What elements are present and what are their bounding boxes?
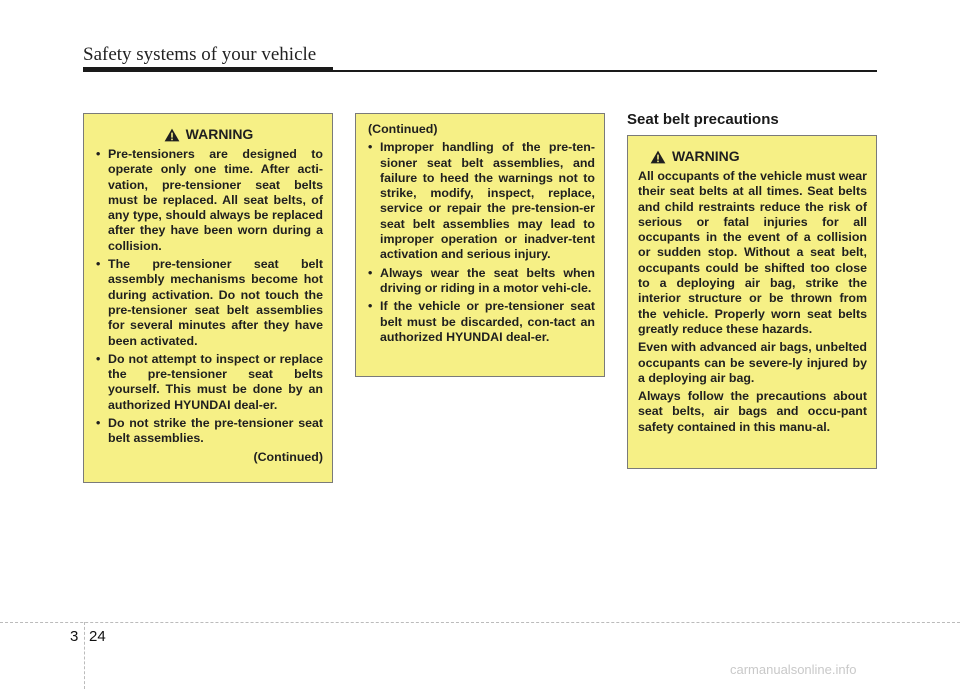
page-header-title: Safety systems of your vehicle bbox=[83, 44, 317, 65]
warning-list bbox=[94, 147, 323, 447]
footer-divider bbox=[0, 622, 960, 623]
warning-box-seat-belt bbox=[627, 135, 877, 469]
watermark: carmanualsonline.info bbox=[730, 662, 857, 677]
chapter-number: 3 bbox=[70, 628, 79, 645]
warning-triangle-icon bbox=[650, 150, 666, 164]
warning-paragraph: All occupants of the vehicle must wear their seat belts at all times. Seat belts and child restraints reduce the risk of serious or fatal injuries for all occupants in the event of a collision or sudden stop. Without a seat belt, occupants could be shifted too close to a deploying air bag, strike the interior structure or be thrown from the vehicle. Properly worn seat belts greatly reduce these hazards. bbox=[638, 169, 867, 336]
continued-label: (Continued) bbox=[253, 449, 323, 464]
list-item: • If the vehicle or pre-tensioner seat belt must be discarded, con-tact an authorized HYUNDAI deal-er. bbox=[368, 299, 595, 344]
warning-paragraph: Always follow the precautions about seat belts, air bags and occu-pant safety contained in this manu-al. bbox=[638, 389, 867, 434]
section-heading: Seat belt precautions bbox=[627, 111, 779, 128]
page-number: 24 bbox=[89, 628, 106, 645]
list-item: • Do not strike the pre-tensioner seat belt assemblies. bbox=[96, 416, 323, 446]
warning-paragraph: Even with advanced air bags, unbelted occupants can be severe-ly injured by a deploying air bag. bbox=[638, 340, 867, 385]
warning-box-continued bbox=[355, 113, 605, 377]
continued-label: (Continued) bbox=[368, 122, 438, 136]
warning-heading bbox=[94, 126, 323, 143]
header-rule-thin bbox=[333, 70, 877, 72]
warning-list bbox=[366, 140, 595, 345]
warning-title: WARNING bbox=[672, 148, 740, 164]
list-item: • Always wear the seat belts when driving or riding in a motor vehi-cle. bbox=[368, 265, 595, 295]
list-item: • Pre-tensioners are designed to operate only one time. After acti-vation, pre-tensioner seat belts must be replaced. All seat belts, of any type, should always be replaced after they have been worn during a collision. bbox=[96, 147, 323, 253]
header-rule-thick bbox=[83, 67, 333, 72]
footer-vertical-divider bbox=[84, 622, 85, 689]
list-item: • Improper handling of the pre-ten-sioner seat belt assemblies, and failure to heed the warnings not to strike, modify, inspect, replace, service or repair the pre-tension-er seat belt assemblies may lead to improper operation or inadver-tent activation and serious injury. bbox=[368, 140, 595, 262]
warning-triangle-icon bbox=[164, 128, 180, 142]
warning-title: WARNING bbox=[185, 126, 254, 142]
warning-box-pretensioner bbox=[83, 113, 333, 483]
list-item: • Do not attempt to inspect or replace the pre-tensioner seat belts yourself. This must be done by an authorized HYUNDAI deal-er. bbox=[96, 351, 323, 412]
list-item: • The pre-tensioner seat belt assembly mechanisms become hot during activation. Do not touch the pre-tensioner seat belt assemblies for several minutes after they have been activated. bbox=[96, 257, 323, 348]
warning-heading bbox=[638, 148, 867, 165]
